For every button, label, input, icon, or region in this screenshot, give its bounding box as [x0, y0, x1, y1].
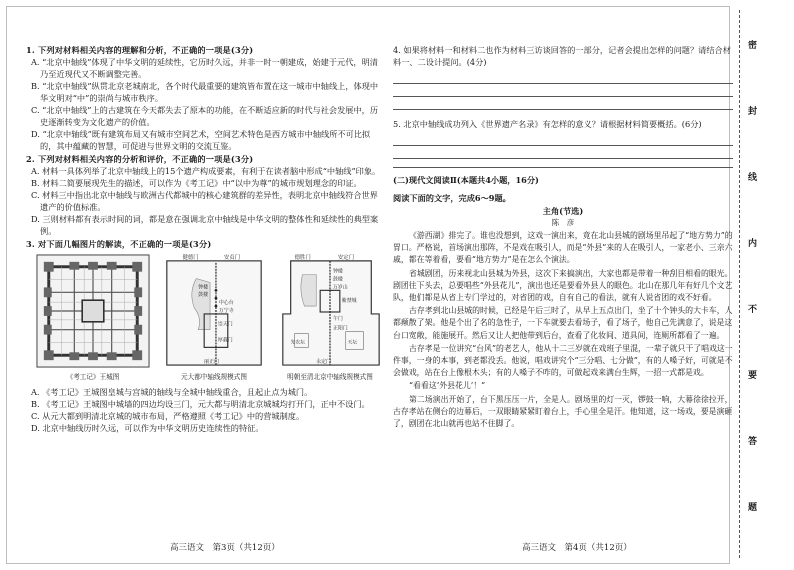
question-2-option-a: A. 材料一具体列举了北京中轴线上的15个遗产构成要素，有利于在读者脑中形成“中轴线”印象。: [31, 166, 381, 176]
question-4: [393, 44, 733, 110]
page-footer-left: 高三语文 第3页（共12页）: [170, 543, 280, 553]
figure-kaogongji-city-plan: [34, 253, 152, 383]
seal-margin-word: 要: [748, 371, 758, 381]
article-title: 主角(节选): [542, 206, 584, 216]
figure-2-caption: 元大都中轴线规模式图: [181, 373, 247, 381]
question-2-option-d: D. 三则材料都有表示时间的词，都是意在强调北京中轴线是中华文明的整体性和延续性的典型案例。: [31, 214, 379, 236]
fig2-label-drum-tower: 鼓楼: [198, 292, 209, 299]
question-3: [26, 238, 382, 434]
question-3-option-b: B. 《考工记》王城图中城墙的四边均设三门，元大都与明清北京城城均打开门，正中不设门。: [31, 399, 370, 409]
fig2-label-north-gate-1: 健德门: [182, 254, 199, 261]
answer-line: [393, 97, 733, 110]
answer-line: [393, 71, 733, 84]
question-3-figures: [34, 253, 382, 383]
question-1-option-a: A. “北京中轴线”体现了中华文明的延续性，它历时久远，并非一时一朝建成，始建于元代，明清乃至近现代又不断调整完善。: [31, 57, 378, 79]
question-4-text: 4. 如果将材料一和材料二也作为材料三访谈回答的一部分，记者会提出怎样的问题？请结合材料一、二设计提问。(4分): [393, 45, 731, 67]
fig2-label-south-gate: 丽正门: [204, 359, 219, 366]
fig3-label-forbidden-city: 紫禁城: [341, 298, 357, 305]
fig2-label-gate-a: 崇天门: [217, 321, 233, 328]
seal-margin-word: 封: [748, 107, 758, 117]
question-1-stem: 1. 下列对材料相关内容的理解和分析，不正确的一项是(3分): [26, 45, 254, 55]
question-1: [26, 44, 382, 152]
question-3-stem: 3. 对下面几幅图片的解读，不正确的一项是(3分): [26, 239, 212, 249]
question-3-option-a: A. 《考工记》王城图皇城与宫城的轴线与全城中轴线重合，且起止点为城门。: [31, 387, 313, 397]
left-column: [26, 44, 382, 435]
kaogongji-plan-drawing: [34, 253, 152, 369]
yuan-dadu-map-drawing: [158, 253, 270, 369]
fig2-label-center-platform: 中心台: [218, 300, 234, 307]
question-2-option-c: C. 材料三中指出北京中轴线与欧洲古代都城中的核心建筑群的差异性，表明北京中轴线符合世界遗产的价值标准。: [31, 190, 378, 212]
answer-line: [393, 146, 733, 159]
article-paragraph: 《游西湖》排完了。谁也没想到，这戏一演出来，竟在北山县城的剧场里吊起了“地方势力”的胃口。严格说，首场演出那阵，不是戏在吸引人，而是“外县”来的人在吸引人，一家老小、三亲六戚，都在等着看，要看“地方势力”是在怎么个演法。: [393, 231, 733, 265]
article-paragraph: 第二场演出开始了，台下黑压压一片，全是人。剧场里的灯一灭，锣鼓一响，大幕徐徐拉开，古存孝站在侧台的边幕后，一双眼睛紧紧盯着台上，手心里全是汗。他知道，这一场戏，要是演砸了，剧团在北山就再也站不住脚了。: [393, 394, 733, 429]
fig3-label-temple-of-heaven: 天坛: [347, 340, 358, 346]
fig2-label-north-gate-2: 安贞门: [223, 254, 241, 261]
article-paragraph: 古存孝是一位讲究“台风”的老艺人，他从十二三岁就在戏班子里混，一辈子就只干了唱戏这一件事，一身的本事，到老都没丢。他说，唱戏讲究个“三分唱、七分做”，有的人嗓子好，可就是不会做戏，站在台上像根木头；有的人嗓子不咋的，可做起戏来满台生辉，一招一式都是戏。: [393, 343, 733, 378]
question-1-option-c: C. “北京中轴线”上的古建筑在今天都失去了原本的功能，在不断适应新的时代与社会发展中，历史逐渐转变为文化遗产的价值。: [31, 105, 379, 127]
question-3-option-d: D. 北京中轴线历时久远，可以作为中华文明历史连续性的特征。: [31, 423, 264, 433]
figure-1-caption: 《考工记》王城图: [66, 373, 120, 381]
seal-margin-word: 密: [748, 41, 758, 51]
answer-line: [393, 133, 733, 146]
fig3-label-zhengyang-gate: 正阳门: [332, 325, 348, 332]
figure-3-caption: 明朝至清北京中轴线规模式图: [287, 373, 373, 381]
right-column: [393, 44, 733, 431]
fig3-label-xiannong-altar: 先农坛: [290, 340, 305, 346]
question-3-option-c: C. 从元大都到明清北京城的城市布局，严格遵照《考工记》中的营城制度。: [31, 411, 305, 421]
section-divider: [393, 167, 733, 168]
article-paragraph: 古存孝到北山县城的时候，已经是午后三时了，从早上五点出门，坐了十个钟头的大卡车，人都颠散了架。他是个出了名的急性子，一下车就要去看场子，看了场子，他自己先满意了，说是这台口宽敞，能施展开。然后又让人把他带到后台，查看了化妆间、道具间，连厕所都看了一遍。: [393, 306, 733, 340]
figure-yuan-dadu-axis: [158, 253, 270, 383]
question-2-option-b: B. 材料二简要展现先生的描述，可以作为《考工记》中“以中为尊”的城市规划理念的印证。: [31, 178, 362, 188]
seal-margin-word: 内: [748, 239, 758, 249]
seal-margin-word: 题: [748, 503, 758, 513]
seal-dashed-line: [739, 10, 740, 558]
article-paragraph: 省城剧团，历来视北山县城为外县，这次下来搞演出，大家也都是带着一种刮目相看的眼光。剧团往下头去，总要唱些“外县花儿”，演出也还是要看外县人的眼色。北山在那几年有好几个文艺队，他们都是从省上专门学过的，对省团的戏，自有自己的看法，就有人说省团的戏不好看。: [393, 268, 733, 303]
reading-instruction: 阅读下面的文字，完成6～9题。: [393, 193, 511, 203]
fig3-label-meridian-gate: 午门: [332, 315, 343, 322]
page-footer-right: 高三语文 第4页（共12页）: [522, 543, 632, 553]
article-paragraph: “看看这‘外县花儿’！”: [409, 381, 486, 391]
fig3-label-yongding-gate: 永定门: [316, 359, 331, 366]
fig2-label-temple: 万宁寺: [218, 307, 234, 314]
question-2-stem: 2. 下列对材料相关内容的分析和评价，不正确的一项是(3分): [26, 154, 254, 164]
seal-margin-word: 线: [748, 173, 758, 183]
question-5-text: 5. 北京中轴线成功列入《世界遗产名录》有怎样的意义？请根据材料简要概括。(6分): [393, 119, 702, 129]
question-5-answer-area[interactable]: [393, 133, 733, 159]
seal-margin-word: 不: [748, 305, 758, 315]
article-author: 陈 彦: [551, 218, 575, 227]
section-heading: (二)现代文阅读Ⅱ(本题共4小题，16分): [393, 175, 539, 185]
question-5: [393, 118, 733, 159]
ming-qing-map-drawing: [276, 253, 384, 369]
question-1-option-b: B. “北京中轴线”纵贯北京老城南北，各个时代最重要的建筑皆布置在这一城市中轴线上，体现中华文明对“中”的崇尚与城市秩序。: [31, 81, 379, 103]
fig3-label-north-gate-1: 德胜门: [294, 254, 311, 261]
figure-ming-qing-axis: [276, 253, 384, 383]
fig3-label-hill: 万岁山: [332, 284, 348, 291]
fig3-label-north-gate-2: 安定门: [337, 254, 355, 261]
fig3-label-bell-tower: 钟楼: [332, 268, 343, 275]
answer-line: [393, 84, 733, 97]
question-1-option-d: D. “北京中轴线”既有建筑布局又有城市空间艺术，空间艺术特色是西方城市中轴线所不可比拟的，其中蕴藏的智慧，可促进与世界文明的交流互鉴。: [31, 129, 371, 151]
question-2: [26, 153, 382, 237]
seal-margin-word: 答: [748, 437, 758, 447]
fig2-label-bell-tower: 钟楼: [198, 284, 209, 291]
fig3-label-drum-tower: 鼓楼: [332, 276, 343, 283]
question-4-answer-area[interactable]: [393, 71, 733, 110]
fig2-label-gate-b: 厚载门: [217, 337, 233, 344]
